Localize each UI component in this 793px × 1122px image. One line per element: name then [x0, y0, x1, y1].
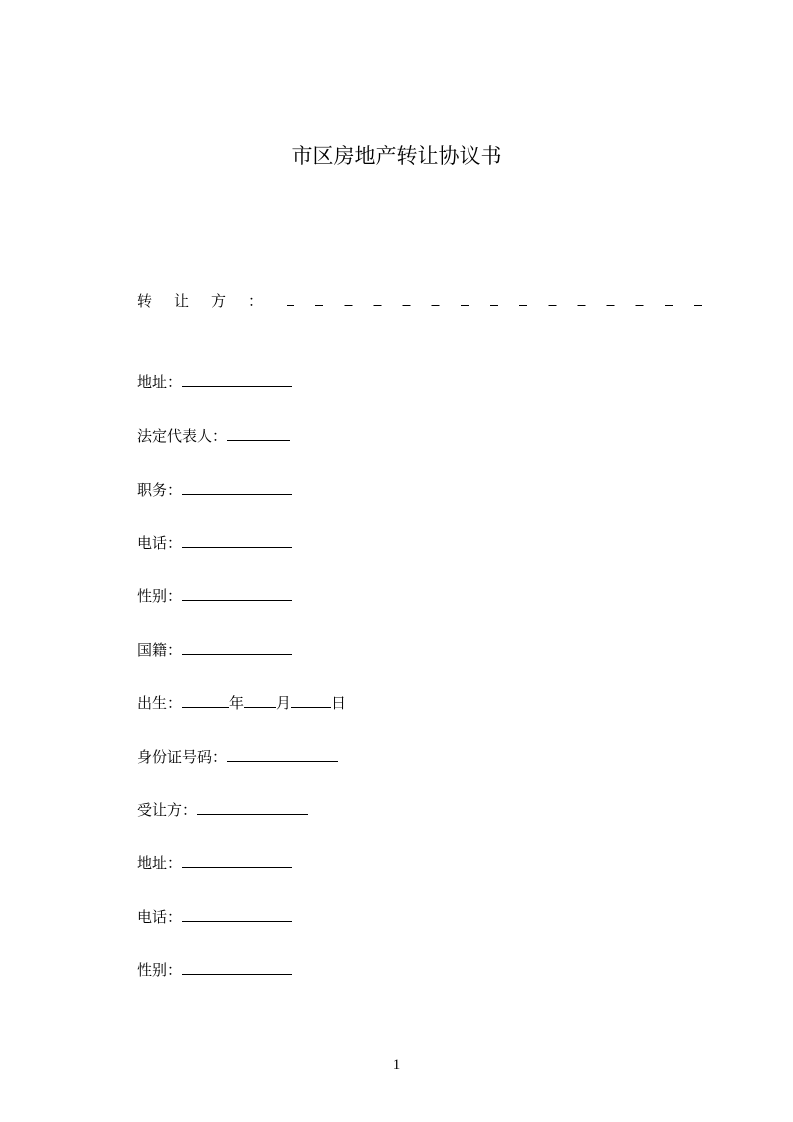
field-label: 性别：: [137, 961, 183, 979]
field-label: 法定代表人：: [137, 427, 228, 445]
blank-line: [182, 691, 229, 708]
month-label: 月: [276, 694, 292, 712]
blank-line: [182, 531, 292, 548]
document-title: 市区房地产转让协议书: [291, 144, 502, 168]
field-label: 职务：: [137, 481, 183, 499]
nationality-field: [137, 638, 292, 661]
field-label: 电话：: [137, 534, 183, 552]
field-label: 出生：: [137, 694, 183, 712]
blank-line: [182, 958, 292, 975]
legal-representative-field: [137, 424, 290, 447]
transferor-label: 转让方: [137, 292, 249, 310]
birth-date-field: [137, 691, 346, 714]
day-label: 日: [331, 694, 347, 712]
transferor-blank-line: [287, 305, 703, 306]
transferor-row: [137, 290, 263, 312]
blank-line: [182, 638, 292, 655]
blank-line: [182, 370, 292, 387]
transferee-field: [137, 798, 308, 821]
transferee-address-field: [137, 851, 292, 874]
blank-line: [197, 798, 308, 815]
field-label: 国籍：: [137, 641, 183, 659]
transferee-phone-field: [137, 905, 292, 928]
blank-line: [291, 691, 331, 708]
blank-line: [182, 851, 292, 868]
blank-line: [244, 691, 276, 708]
blank-line: [182, 905, 292, 922]
id-number-field: [137, 745, 338, 768]
blank-line: [227, 745, 338, 762]
year-label: 年: [229, 694, 245, 712]
transferee-gender-field: [137, 958, 292, 981]
transferor-phone-field: [137, 531, 292, 554]
field-label: 地址：: [137, 373, 183, 391]
field-label: 地址：: [137, 854, 183, 872]
field-label: 电话：: [137, 908, 183, 926]
field-label: 性别：: [137, 587, 183, 605]
blank-line: [227, 424, 290, 441]
field-label: 受让方：: [137, 801, 198, 819]
page-number: 1: [392, 1057, 401, 1073]
field-label: 身份证号码：: [137, 748, 228, 766]
position-field: [137, 478, 292, 501]
blank-line: [182, 584, 292, 601]
transferor-gender-field: [137, 584, 292, 607]
transferor-colon: ：: [248, 292, 264, 310]
transferor-address-field: [137, 370, 292, 393]
blank-line: [182, 478, 292, 495]
